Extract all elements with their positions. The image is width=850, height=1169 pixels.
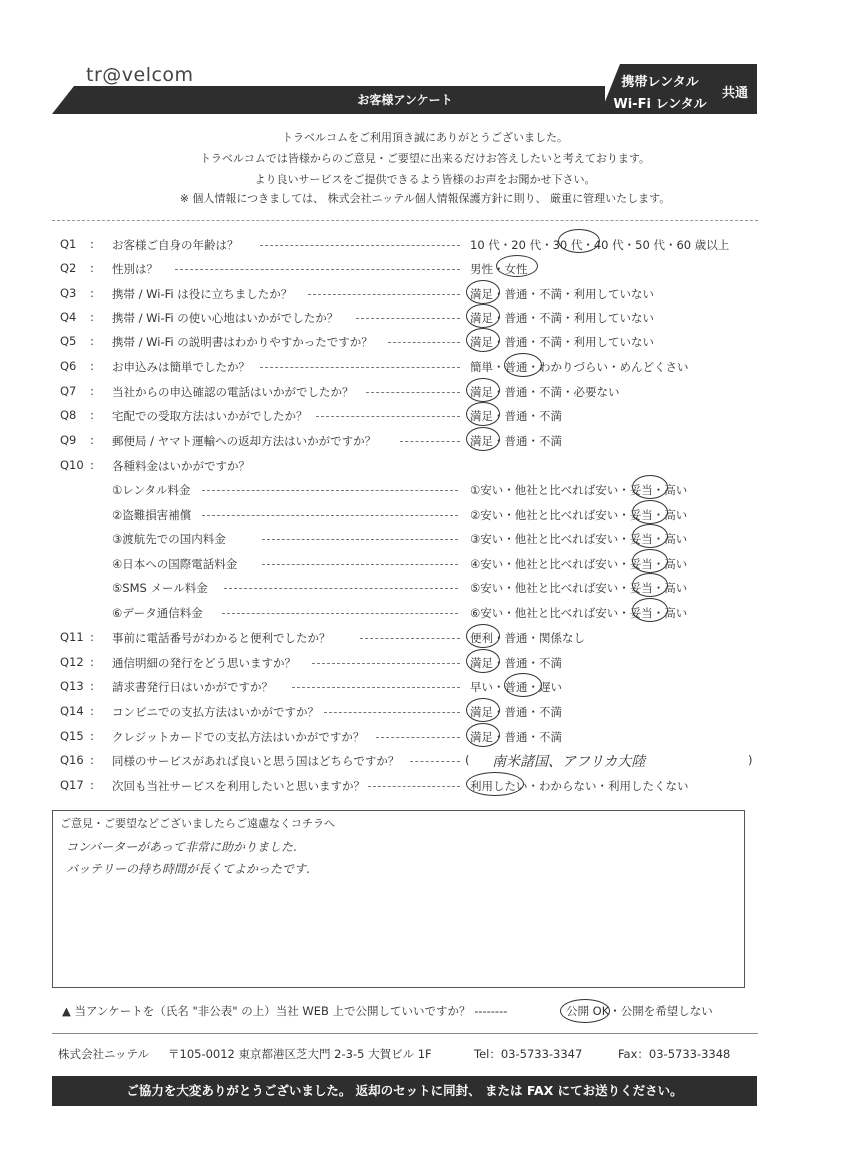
leader-line bbox=[366, 392, 460, 393]
tag-common: 共通 bbox=[721, 86, 748, 101]
leader-line bbox=[222, 613, 458, 614]
privacy-note: ※ 個人情報につきましては、 株式会社ニッテル個人情報保護方針に則り、 厳重に管理いたします。 bbox=[179, 192, 671, 205]
answer-options[interactable]: 満足・普通・不満・必要ない bbox=[470, 385, 620, 399]
brand-logo: tr@velcom bbox=[86, 64, 194, 86]
leader-line bbox=[308, 294, 460, 295]
leader-line bbox=[400, 441, 460, 442]
question-number: Q7 bbox=[60, 384, 77, 398]
answer-options[interactable]: 満足・普通・不満 bbox=[470, 705, 562, 719]
thanks-banner: ご協力を大変ありがとうございました。 返却のセットに同封、 または FAX にてお送りください。 bbox=[52, 1076, 757, 1106]
answer-options[interactable]: 満足・普通・不満・利用していない bbox=[470, 287, 654, 301]
leader-line bbox=[368, 786, 460, 787]
question-row-q6 bbox=[60, 357, 760, 379]
comment-box[interactable] bbox=[52, 810, 745, 988]
q10-item-label: ⑤SMS メール料金 bbox=[112, 581, 208, 595]
question-text: 性別は？ bbox=[112, 262, 158, 276]
selected-q11-mark bbox=[466, 624, 500, 648]
intro-line-1: トラベルコムをご利用頂き誠にありがとうございました。 bbox=[282, 131, 568, 144]
colon: : bbox=[90, 237, 94, 251]
divider bbox=[52, 220, 758, 221]
leader-line bbox=[324, 712, 460, 713]
selected-q4-mark bbox=[466, 304, 500, 328]
q10-item-label: ①レンタル料金 bbox=[112, 483, 191, 497]
question-number: Q1 bbox=[60, 237, 77, 251]
question-number: Q6 bbox=[60, 359, 77, 373]
selected-q12-mark bbox=[466, 649, 500, 673]
company-fax: Fax：03-5733-3348 bbox=[618, 1047, 731, 1061]
question-text: お客様ご自身の年齢は？ bbox=[112, 238, 239, 252]
comment-label: ご意見・ご要望などございましたらご遠慮なくコチラへ bbox=[60, 817, 335, 830]
question-text: 当社からの申込確認の電話はいかがでしたか？ bbox=[112, 385, 354, 399]
answer-options[interactable]: 満足・普通・不満 bbox=[470, 656, 562, 670]
question-text: 事前に電話番号がわかると便利でしたか？ bbox=[112, 631, 331, 645]
question-row-q1 bbox=[60, 235, 760, 257]
question-text: 携帯 / Wi-Fi は役に立ちましたか？ bbox=[112, 287, 293, 301]
question-row-q8 bbox=[60, 406, 760, 428]
question-row-q17 bbox=[60, 776, 760, 798]
selected-30s-mark bbox=[558, 229, 600, 253]
colon: : bbox=[90, 630, 94, 644]
comment-handwritten-line-1: コンバーターがあって非常に助かりました. bbox=[66, 840, 297, 854]
selected-q13-mark bbox=[504, 673, 542, 697]
question-row-q2 bbox=[60, 259, 760, 281]
question-number: Q3 bbox=[60, 286, 77, 300]
question-text: 郵便局 / ヤマト運輸への返却方法はいかがですか？ bbox=[112, 434, 377, 448]
q10-item-label: ⑥データ通信料金 bbox=[112, 606, 203, 620]
colon: : bbox=[90, 458, 94, 472]
tag-wifi-rental: Wi-Fi レンタル bbox=[613, 97, 707, 112]
selected-q3-mark bbox=[466, 280, 500, 304]
question-text: 携帯 / Wi-Fi の使い心地はいかがでしたか？ bbox=[112, 311, 339, 325]
question-text: 宅配での受取方法はいかがでしたか？ bbox=[112, 409, 308, 423]
leader-line bbox=[356, 318, 460, 319]
answer-options[interactable]: 男性・女性 bbox=[470, 262, 528, 276]
colon: : bbox=[90, 408, 94, 422]
selected-q10-3-mark bbox=[632, 524, 668, 548]
question-text: 次回も当社サービスを利用したいと思いますか？ bbox=[112, 779, 365, 793]
answer-options[interactable]: 満足・普通・不満・利用していない bbox=[470, 335, 654, 349]
question-number: Q4 bbox=[60, 310, 77, 324]
question-number: Q15 bbox=[60, 729, 84, 743]
leader-line bbox=[410, 761, 460, 762]
question-row-q13 bbox=[60, 677, 760, 699]
selected-q14-mark bbox=[466, 698, 500, 722]
question-text: 同様のサービスがあれば良いと思う国はどちらですか？ bbox=[112, 754, 400, 768]
intro-line-3: より良いサービスをご提供できるよう皆様のお声をお聞かせ下さい。 bbox=[254, 173, 596, 186]
colon: : bbox=[90, 729, 94, 743]
survey-title: お客様アンケート bbox=[357, 93, 453, 107]
colon: : bbox=[90, 753, 94, 767]
leader-line bbox=[175, 269, 460, 270]
company-address: 〒105-0012 東京都港区芝大門 2-3-5 大賀ビル 1F bbox=[168, 1047, 432, 1061]
leader-line bbox=[360, 638, 460, 639]
question-text: クレジットカードでの支払方法はいかがですか？ bbox=[112, 730, 365, 744]
colon: : bbox=[90, 704, 94, 718]
question-row-q5 bbox=[60, 332, 760, 354]
publish-question: ▲ 当アンケートを（氏名 "非公表" の上）当社 WEB 上で公開していいですか？ -------- bbox=[62, 1004, 508, 1018]
answer-options[interactable]: 満足・普通・不満 bbox=[470, 409, 562, 423]
selected-q10-2-mark bbox=[632, 500, 668, 524]
company-name: 株式会社ニッテル bbox=[58, 1047, 149, 1061]
leader-line bbox=[292, 687, 460, 688]
selected-q10-1-mark bbox=[632, 475, 668, 499]
colon: : bbox=[90, 384, 94, 398]
colon: : bbox=[90, 433, 94, 447]
question-number: Q2 bbox=[60, 261, 77, 275]
q10-item-options[interactable]: ④安い・他社と比べれば安い・妥当・高い bbox=[470, 557, 688, 571]
question-number: Q10 bbox=[60, 458, 84, 472]
question-number: Q17 bbox=[60, 778, 84, 792]
leader-line bbox=[262, 539, 458, 540]
question-row-q12 bbox=[60, 653, 760, 675]
answer-options[interactable]: 利用したい・わからない・利用したくない bbox=[470, 779, 689, 793]
selected-publish-mark bbox=[560, 999, 610, 1023]
selected-female-mark bbox=[496, 255, 538, 277]
leader-line bbox=[316, 416, 460, 417]
selected-q9-mark bbox=[466, 427, 500, 451]
q10-item-options[interactable]: ⑤安い・他社と比べれば安い・妥当・高い bbox=[470, 581, 688, 595]
question-row-q11 bbox=[60, 628, 760, 650]
question-row-q9 bbox=[60, 431, 760, 453]
answer-options[interactable]: 早い・普通・遅い bbox=[470, 680, 562, 694]
q10-item-options[interactable]: ③安い・他社と比べれば安い・妥当・高い bbox=[470, 532, 688, 546]
answer-options[interactable]: 満足・普通・不満 bbox=[470, 434, 562, 448]
answer-options[interactable]: 便利・普通・関係なし bbox=[470, 631, 585, 645]
q10-item-label: ②盗難損害補償 bbox=[112, 508, 192, 522]
comment-handwritten-line-2: バッテリーの持ち時間が長くてよかったです. bbox=[66, 862, 310, 876]
q10-item-options[interactable]: ②安い・他社と比べれば安い・妥当・高い bbox=[470, 508, 688, 522]
question-number: Q13 bbox=[60, 679, 84, 693]
answer-options[interactable]: 簡単・普通・わかりづらい・めんどくさい bbox=[470, 360, 689, 374]
question-row-q7 bbox=[60, 382, 760, 404]
q10-item-label: ③渡航先での国内料金 bbox=[112, 532, 226, 546]
question-number: Q14 bbox=[60, 704, 84, 718]
selected-q7-mark bbox=[466, 378, 500, 402]
selected-q10-4-mark bbox=[632, 549, 668, 573]
publish-options[interactable]: 公開 OK・公開を希望しない bbox=[566, 1004, 713, 1018]
paren-close: ) bbox=[748, 753, 753, 767]
question-number: Q8 bbox=[60, 408, 77, 422]
question-text: コンビニでの支払方法はいかがですか？ bbox=[112, 705, 319, 719]
q10-item-options[interactable]: ①安い・他社と比べれば安い・妥当・高い bbox=[470, 483, 688, 497]
question-number: Q16 bbox=[60, 753, 84, 767]
colon: : bbox=[90, 359, 94, 373]
leader-line bbox=[224, 588, 458, 589]
leader-line bbox=[202, 490, 458, 491]
leader-line bbox=[376, 737, 460, 738]
colon: : bbox=[90, 334, 94, 348]
q10-item-label: ④日本への国際電話料金 bbox=[112, 557, 238, 571]
selected-q10-5-mark bbox=[632, 573, 668, 597]
question-row-q16 bbox=[60, 751, 760, 773]
question-text: お申込みは簡単でしたか？ bbox=[112, 360, 250, 374]
leader-line bbox=[312, 663, 460, 664]
answer-options[interactable]: 満足・普通・不満・利用していない bbox=[470, 311, 654, 325]
question-text: 通信明細の発行をどう思いますか？ bbox=[112, 656, 296, 670]
selected-q8-mark bbox=[466, 402, 500, 426]
colon: : bbox=[90, 286, 94, 300]
company-tel: Tel：03-5733-3347 bbox=[474, 1047, 583, 1061]
colon: : bbox=[90, 261, 94, 275]
footer-divider bbox=[52, 1033, 758, 1034]
question-number: Q5 bbox=[60, 334, 77, 348]
selected-q6-mark bbox=[504, 353, 542, 377]
paren-open: ( bbox=[465, 753, 470, 767]
question-text: 各種料金はいかがですか？ bbox=[112, 459, 250, 473]
q10-item-options[interactable]: ⑥安い・他社と比べれば安い・妥当・高い bbox=[470, 606, 688, 620]
colon: : bbox=[90, 679, 94, 693]
question-row-q14 bbox=[60, 702, 760, 724]
leader-line bbox=[388, 342, 460, 343]
colon: : bbox=[90, 310, 94, 324]
leader-line bbox=[262, 564, 458, 565]
leader-line bbox=[202, 515, 458, 516]
leader-line bbox=[260, 245, 460, 246]
question-number: Q11 bbox=[60, 630, 84, 644]
question-row-q4 bbox=[60, 308, 760, 330]
answer-options[interactable]: 満足・普通・不満 bbox=[470, 730, 562, 744]
intro-line-2: トラベルコムでは皆様からのご意見・ご要望に出来るだけお答えしたいと考えております。 bbox=[199, 152, 651, 165]
selected-q5-mark bbox=[466, 328, 500, 352]
question-row-q3 bbox=[60, 284, 760, 306]
selected-q10-6-mark bbox=[632, 598, 668, 622]
selected-q15-mark bbox=[466, 723, 500, 747]
colon: : bbox=[90, 778, 94, 792]
question-number: Q9 bbox=[60, 433, 77, 447]
question-row-q15 bbox=[60, 727, 760, 749]
selected-q17-mark bbox=[466, 772, 524, 796]
question-number: Q12 bbox=[60, 655, 84, 669]
tag-mobile-rental: 携帯レンタル bbox=[621, 75, 699, 90]
colon: : bbox=[90, 655, 94, 669]
question-text: 携帯 / Wi-Fi の説明書はわかりやすかったですか？ bbox=[112, 335, 373, 349]
question-text: 請求書発行日はいかがですか？ bbox=[112, 680, 273, 694]
leader-line bbox=[260, 367, 460, 368]
q16-handwritten-answer[interactable]: 南米諸国、アフリカ大陸 bbox=[492, 754, 646, 770]
answer-options[interactable]: 10 代・20 代・30 代・40 代・50 代・60 歳以上 bbox=[470, 238, 730, 252]
